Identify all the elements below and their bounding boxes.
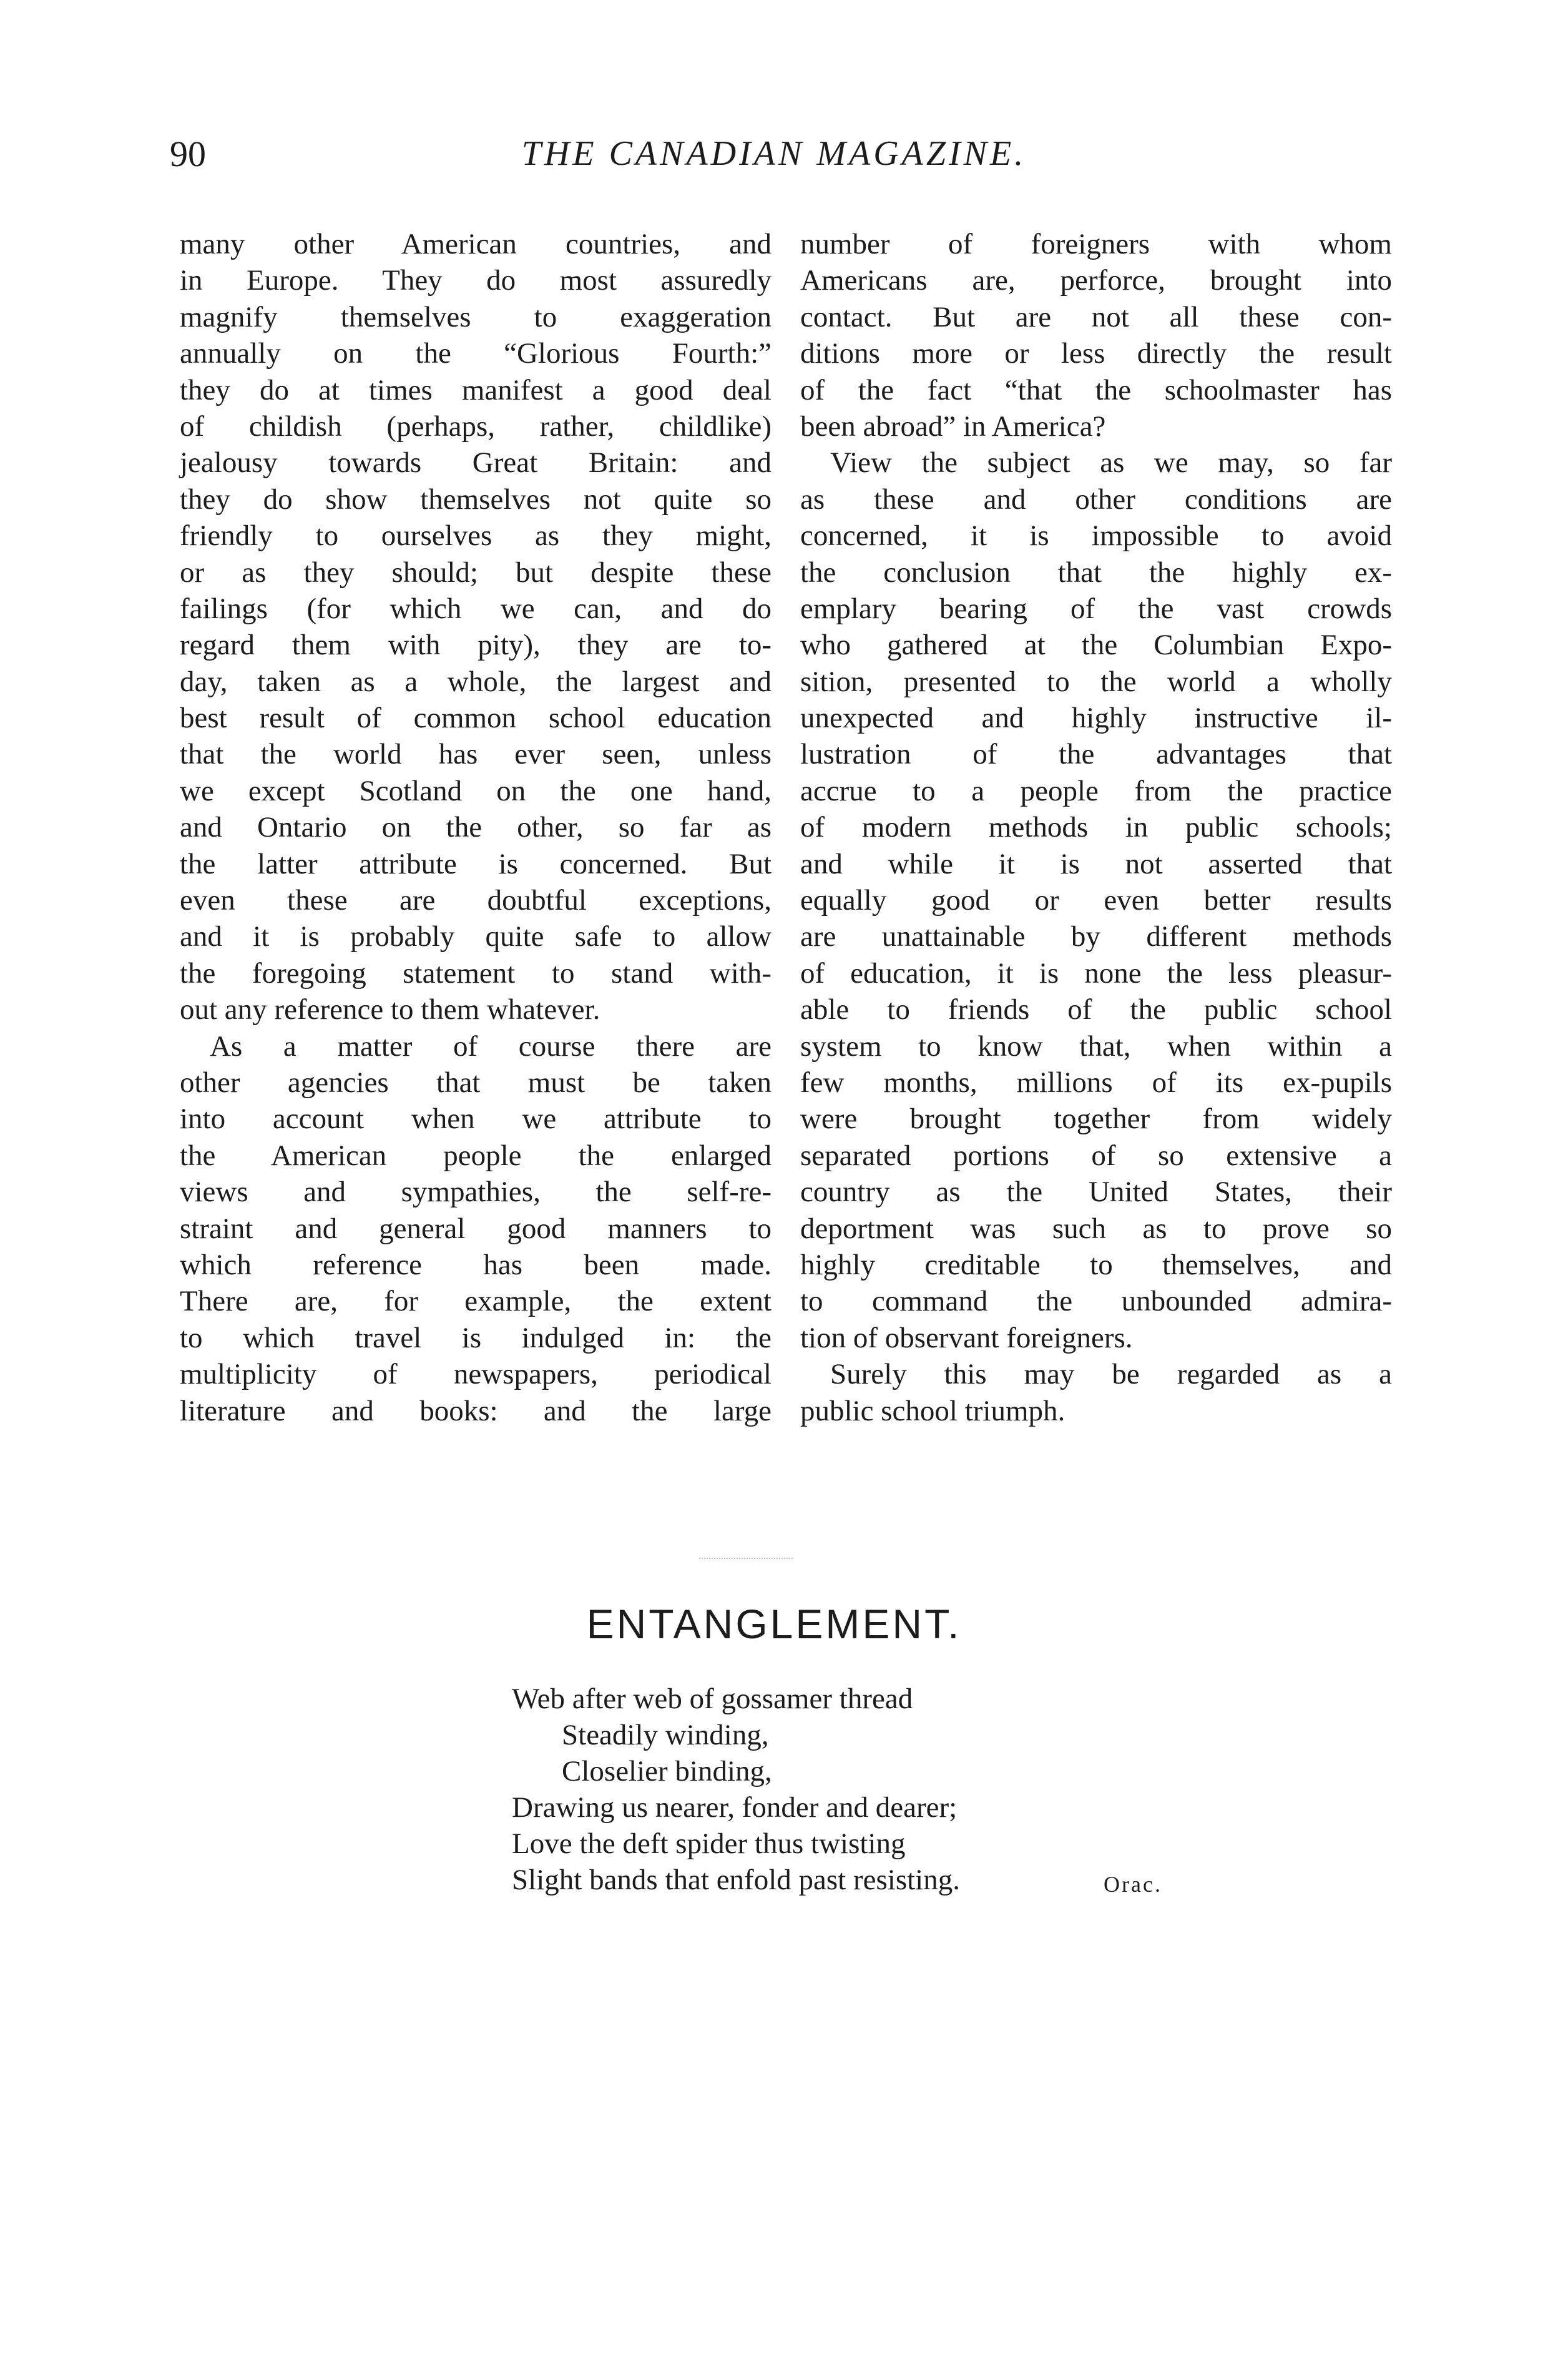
text-line: views and sympathies, the self-re- [180, 1176, 772, 1209]
text-line: as these and other conditions are [800, 483, 1392, 516]
text-line: out any reference to them whatever. [180, 993, 600, 1026]
text-line: were brought together from widely [800, 1103, 1392, 1136]
text-line: they do show themselves not quite so [180, 483, 772, 516]
text-line: literature and books: and the large [180, 1394, 772, 1427]
poem-line: Drawing us nearer, fonder and dearer; [512, 1791, 958, 1824]
text-line: able to friends of the public school [800, 993, 1392, 1026]
poem-line: Steadily winding, [562, 1719, 769, 1751]
text-line: As a matter of course there are [210, 1030, 772, 1063]
text-line: annually on the “Glorious Fourth:” [180, 337, 772, 370]
text-line: to which travel is indulged in: the [180, 1321, 772, 1354]
poem-line: Closelier binding, [562, 1755, 772, 1787]
running-head: THE CANADIAN MAGAZINE. [521, 134, 1027, 173]
poem-author: Orac. [1104, 1872, 1162, 1897]
text-line: to command the unbounded admira- [800, 1285, 1392, 1318]
text-line: other agencies that must be taken [180, 1066, 772, 1099]
text-line: View the subject as we may, so far [830, 446, 1392, 479]
text-line: regard them with pity), they are to- [180, 629, 772, 662]
text-line: deportment was such as to prove so [800, 1212, 1392, 1245]
text-line: jealousy towards Great Britain: and [180, 446, 772, 479]
text-line: are unattainable by different methods [800, 920, 1392, 953]
poem-line: Slight bands that enfold past resisting. [512, 1864, 960, 1896]
text-line: equally good or even better results [800, 884, 1392, 917]
text-line: number of foreigners with whom [800, 228, 1392, 260]
text-line: multiplicity of newspapers, periodical [180, 1358, 772, 1391]
text-line: or as they should; but despite these [180, 556, 772, 589]
text-line: of education, it is none the less pleasur- [800, 956, 1392, 990]
text-line: the American people the enlarged [180, 1139, 772, 1172]
text-line: sition, presented to the world a wholly [800, 665, 1392, 698]
text-line: even these are doubtful exceptions, [180, 884, 772, 917]
text-line: lustration of the advantages that [800, 738, 1392, 771]
text-line: day, taken as a whole, the largest and [180, 665, 772, 698]
text-line: contact. But are not all these con- [800, 300, 1392, 333]
text-line: public school triumph. [800, 1394, 1065, 1427]
poem-title: ENTANGLEMENT. [586, 1601, 962, 1647]
text-line: magnify themselves to exaggeration [180, 300, 772, 333]
text-line: ditions more or less directly the result [800, 337, 1392, 370]
text-line: highly creditable to themselves, and [800, 1248, 1392, 1281]
text-line: they do at times manifest a good deal [180, 373, 772, 406]
text-line: Americans are, perforce, brought into [800, 264, 1392, 297]
text-line: been abroad” in America? [800, 410, 1106, 443]
text-line: straint and general good manners to [180, 1212, 772, 1245]
text-line: in Europe. They do most assuredly [180, 264, 772, 297]
text-line: who gathered at the Columbian Expo- [800, 629, 1392, 662]
text-line: the foregoing statement to stand with- [180, 956, 772, 990]
page-number: 90 [170, 134, 206, 174]
text-line: tion of observant foreigners. [800, 1321, 1133, 1354]
section-divider [699, 1558, 793, 1560]
text-line: of modern methods in public schools; [800, 811, 1392, 844]
text-line: and it is probably quite safe to allow [180, 920, 772, 953]
text-line: we except Scotland on the one hand, [180, 774, 772, 807]
text-line: Surely this may be regarded as a [830, 1358, 1392, 1391]
text-line: best result of common school education [180, 702, 772, 735]
text-line: few months, millions of its ex-pupils [800, 1066, 1392, 1099]
text-line: country as the United States, their [800, 1176, 1392, 1209]
text-line: system to know that, when within a [800, 1030, 1392, 1063]
text-line: There are, for example, the extent [180, 1285, 772, 1318]
text-line: and Ontario on the other, so far as [180, 811, 772, 844]
text-line: and while it is not asserted that [800, 847, 1392, 880]
text-line: friendly to ourselves as they might, [180, 519, 772, 553]
text-line: failings (for which we can, and do [180, 592, 772, 625]
text-line: which reference has been made. [180, 1248, 772, 1281]
text-line: emplary bearing of the vast crowds [800, 592, 1392, 625]
left-column [180, 226, 772, 1429]
text-line: accrue to a people from the practice [800, 774, 1392, 807]
text-line: the latter attribute is concerned. But [180, 847, 772, 880]
text-line: into account when we attribute to [180, 1103, 772, 1136]
text-line: of the fact “that the schoolmaster has [800, 373, 1392, 406]
text-line: concerned, it is impossible to avoid [800, 519, 1392, 553]
right-column [800, 226, 1392, 1429]
text-line: the conclusion that the highly ex- [800, 556, 1392, 589]
text-line: of childish (perhaps, rather, childlike) [180, 410, 772, 443]
poem-line: Web after web of gossamer thread [512, 1683, 913, 1715]
poem-line: Love the deft spider thus twisting [512, 1827, 906, 1860]
text-line: unexpected and highly instructive il- [800, 702, 1392, 735]
text-line: that the world has ever seen, unless [180, 738, 772, 771]
text-line: separated portions of so extensive a [800, 1139, 1392, 1172]
text-line: many other American countries, and [180, 228, 772, 260]
